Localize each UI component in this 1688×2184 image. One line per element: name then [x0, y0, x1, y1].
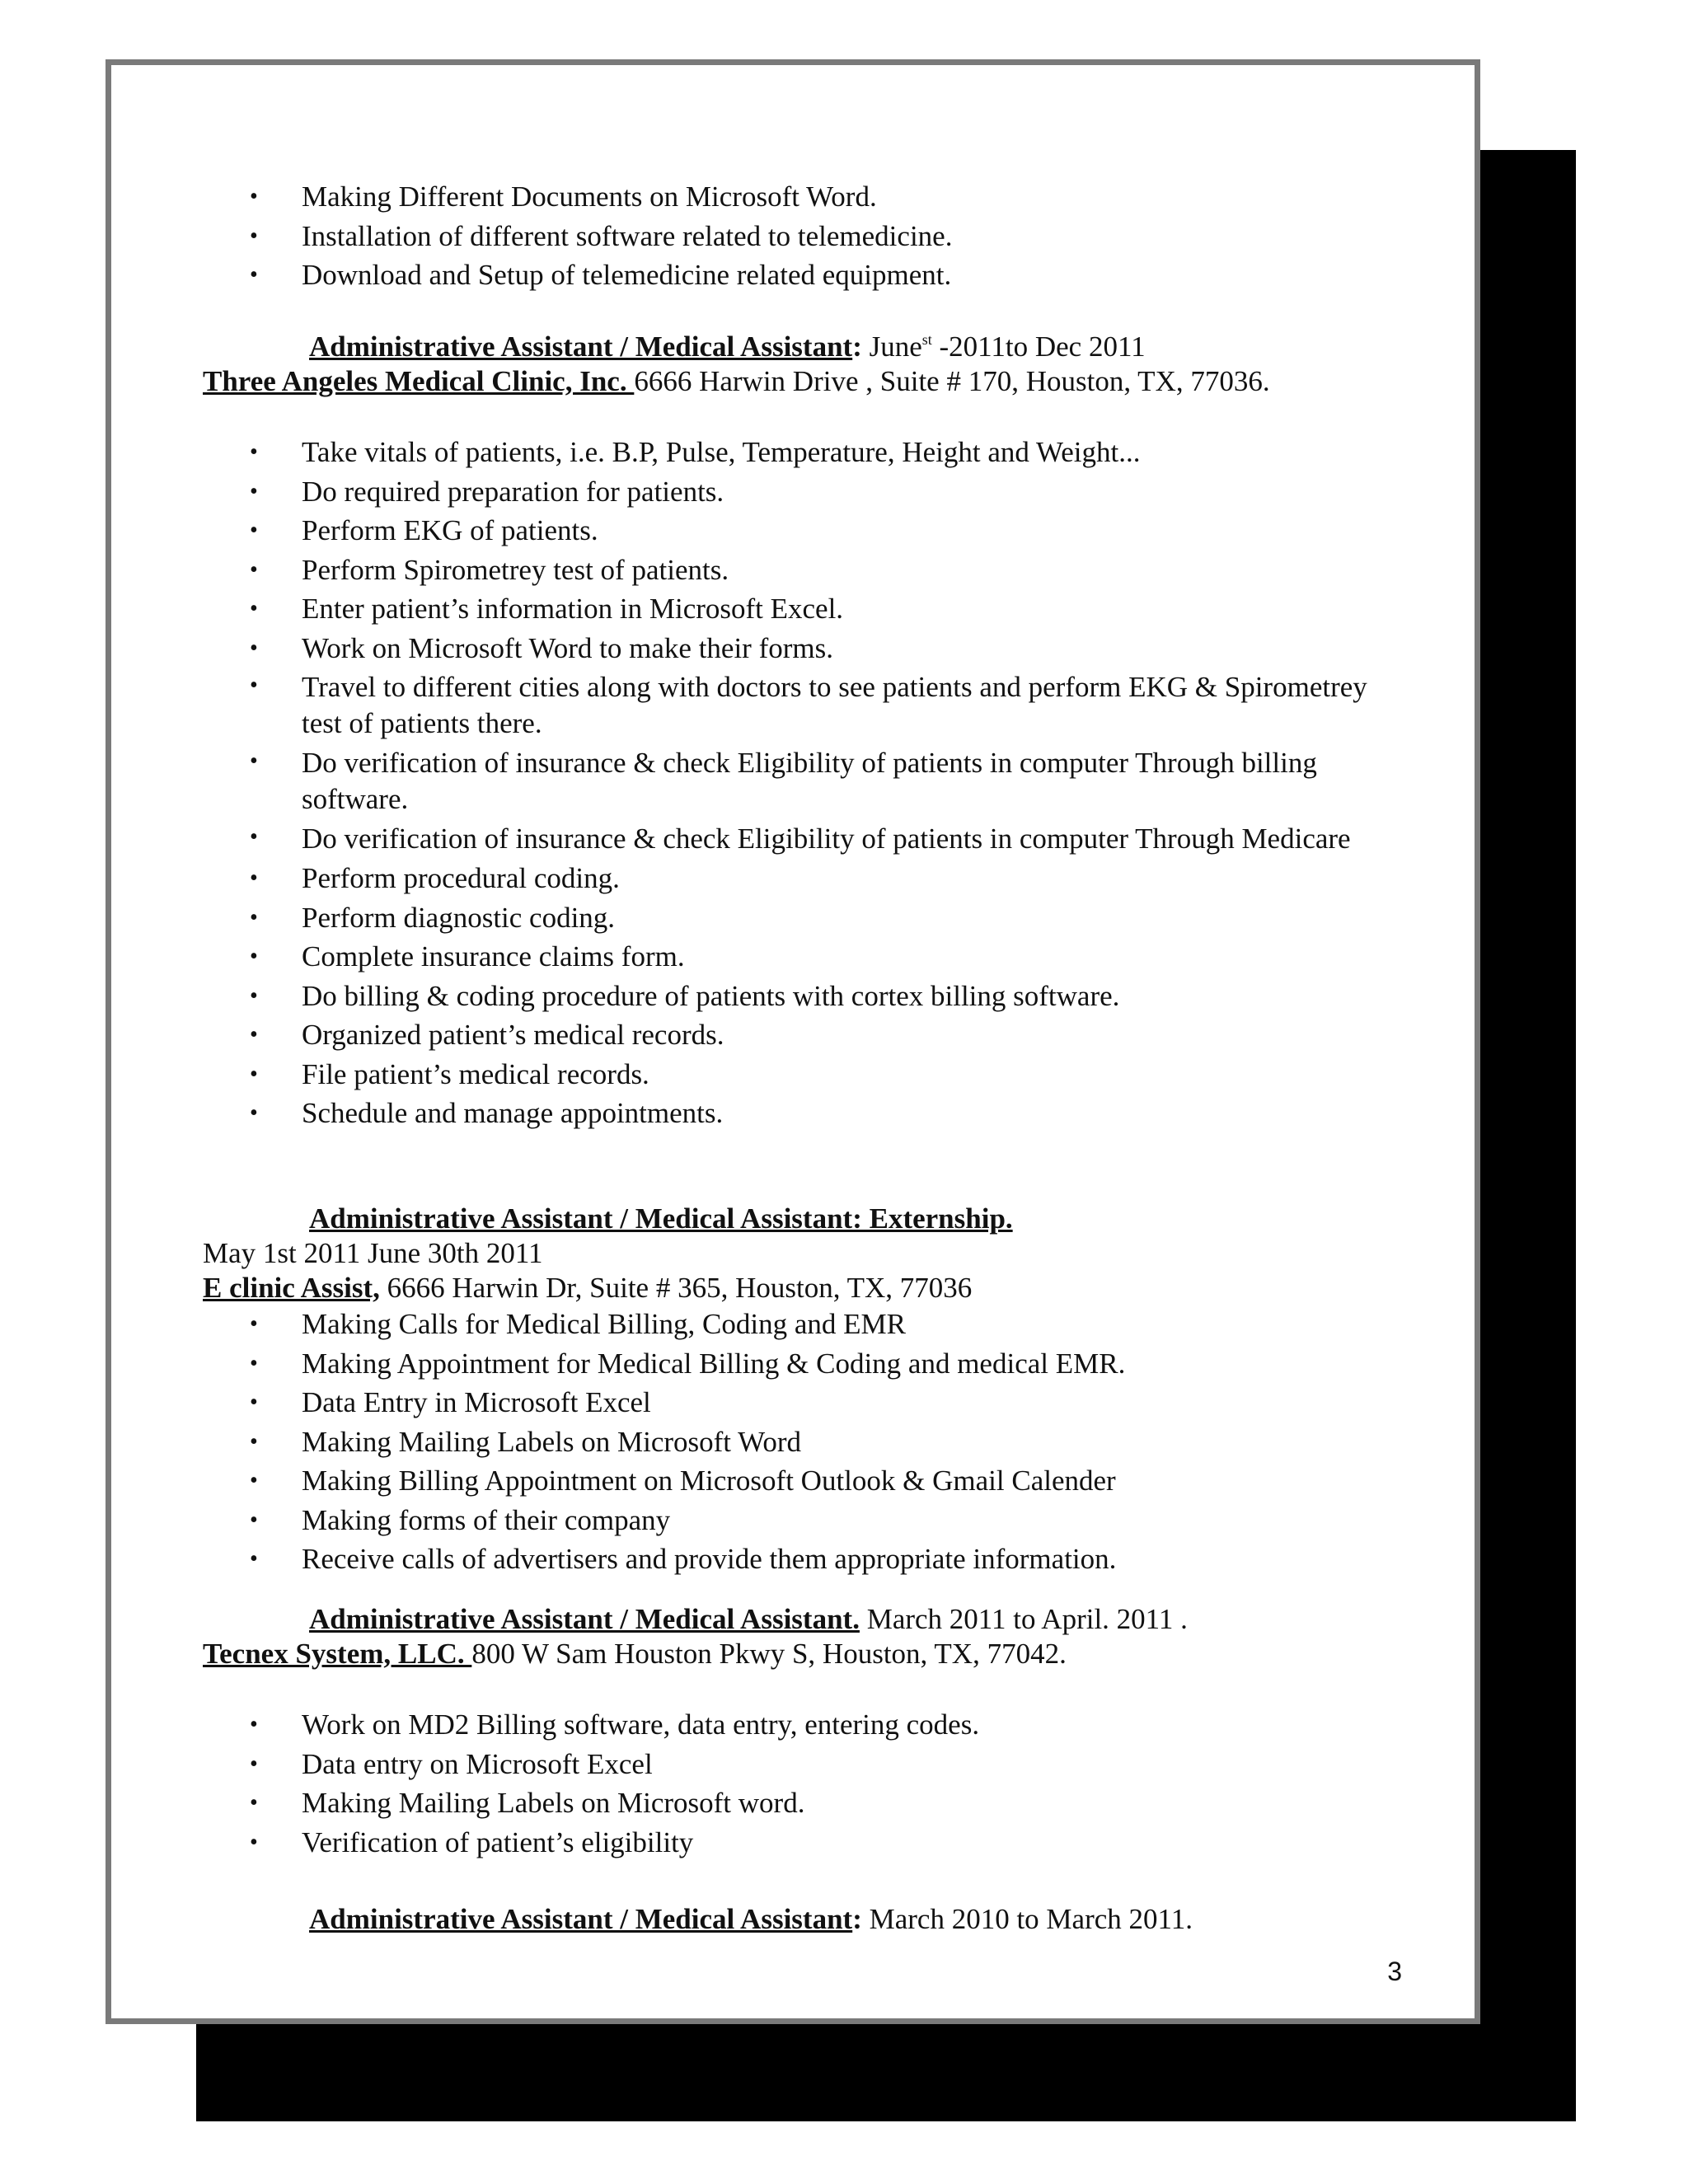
bullet-icon: •	[250, 223, 258, 249]
list-item	[111, 433, 1475, 472]
company-address: 6666 Harwin Drive , Suite # 170, Houston, TX, 77036.	[634, 365, 1270, 397]
list-item	[111, 668, 1475, 743]
job-dates-e-clinic: May 1st 2011 June 30th 2011	[203, 1237, 543, 1269]
list-item-text: Making Different Documents on Microsoft Word.	[302, 180, 877, 213]
list-item	[111, 1823, 1475, 1863]
bullet-list-tecnex	[111, 1705, 1475, 1862]
bullet-list-e-clinic	[111, 1305, 1475, 1579]
list-item	[111, 511, 1475, 551]
list-item-text: Making Calls for Medical Billing, Coding and EMR	[302, 1308, 907, 1340]
job-date-superscript: st	[921, 331, 932, 348]
bullet-icon: •	[250, 1100, 258, 1126]
job-title: Administrative Assistant / Medical Assistant: Externship.	[309, 1202, 1013, 1235]
list-item-text: Take vitals of patients, i.e. B.P, Pulse, Temperature, Height and Weight...	[302, 436, 1141, 468]
list-item-text: Enter patient’s information in Microsoft Excel.	[302, 593, 844, 625]
list-item-text: Download and Setup of telemedicine related equipment.	[302, 259, 952, 291]
job-title-colon: :	[852, 1903, 862, 1935]
list-item-text: Data entry on Microsoft Excel	[302, 1747, 653, 1780]
company-address: 800 W Sam Houston Pkwy S, Houston, TX, 77042.	[471, 1638, 1067, 1670]
list-item	[111, 1422, 1475, 1462]
bullet-icon: •	[250, 556, 258, 583]
list-item-text: Do billing & coding procedure of patients with cortex billing software.	[302, 979, 1120, 1012]
list-item-text: Complete insurance claims form.	[302, 940, 685, 972]
job-title: Administrative Assistant / Medical Assistant.	[309, 1603, 860, 1635]
list-item-text: Work on Microsoft Word to make their forms.	[302, 631, 833, 664]
job-heading-2010	[111, 1900, 1672, 1939]
list-item-text: Do verification of insurance & check Eligibility of patients in computer Through billing software.	[302, 747, 1317, 815]
company-name: Tecnex System, LLC.	[203, 1638, 472, 1670]
bullet-icon: •	[250, 865, 258, 891]
list-item	[111, 551, 1475, 590]
bullet-icon: •	[250, 1428, 258, 1455]
list-item	[111, 1094, 1475, 1133]
bullet-icon: •	[250, 439, 258, 465]
company-line-tecnex	[111, 1634, 1566, 1674]
list-item	[111, 743, 1475, 819]
list-item	[111, 1305, 1475, 1344]
bullet-icon: •	[250, 1546, 258, 1572]
job-title: Administrative Assistant / Medical Assistant	[309, 330, 853, 363]
list-item-text: Perform procedural coding.	[302, 862, 620, 894]
bullet-icon: •	[250, 184, 258, 209]
bullet-icon: •	[250, 1061, 258, 1087]
list-item	[111, 1705, 1475, 1745]
list-item	[111, 977, 1475, 1016]
list-item	[111, 629, 1475, 668]
job-date-start: June	[861, 330, 922, 363]
job-title-colon: :	[852, 330, 862, 363]
list-item	[111, 898, 1475, 938]
list-item	[111, 859, 1475, 898]
list-item-text: Installation of different software related to telemedicine.	[302, 219, 953, 252]
company-line-three-angeles	[111, 362, 1566, 401]
job-heading-tecnex	[111, 1600, 1672, 1639]
page-content	[111, 65, 1475, 2018]
list-item-text: Perform diagnostic coding.	[302, 901, 616, 934]
job-dates: March 2010 to March 2011.	[861, 1903, 1193, 1935]
bullet-icon: •	[250, 904, 258, 930]
list-item-text: Making Billing Appointment on Microsoft Outlook & Gmail Calender	[302, 1465, 1116, 1497]
list-item-text: Making Appointment for Medical Billing & Coding and medical EMR.	[302, 1347, 1126, 1380]
list-item-text: Do verification of insurance & check Eligibility of patients in computer Through Medicare	[302, 823, 1351, 855]
bullet-icon: •	[250, 824, 258, 850]
list-item-text: Verification of patient’s eligibility	[302, 1825, 694, 1858]
list-item	[111, 1540, 1475, 1579]
bullet-icon: •	[250, 1790, 258, 1816]
page-number: 3	[1387, 1957, 1402, 1986]
list-item-text: Schedule and manage appointments.	[302, 1097, 724, 1129]
company-line-e-clinic	[111, 1268, 1566, 1308]
list-item-text: Data Entry in Microsoft Excel	[302, 1386, 651, 1418]
bullet-list-telemedicine	[111, 177, 1475, 295]
list-item-text: Making forms of their company	[302, 1503, 671, 1536]
bullet-icon: •	[250, 478, 258, 504]
job-heading-three-angeles	[111, 327, 1672, 367]
bullet-icon: •	[250, 1829, 258, 1855]
list-item-text: Perform Spirometrey test of patients.	[302, 553, 729, 586]
list-item	[111, 1344, 1475, 1384]
list-item	[111, 217, 1475, 256]
list-item-text: Travel to different cities along with doctors to see patients and perform EKG & Spirometrey test of patients there.	[302, 671, 1367, 739]
bullet-icon: •	[250, 748, 258, 774]
list-item-text: Organized patient’s medical records.	[302, 1019, 724, 1051]
bullet-icon: •	[250, 1350, 258, 1376]
list-item	[111, 589, 1475, 629]
list-item	[111, 1783, 1475, 1823]
document-page	[106, 59, 1480, 2024]
bullet-icon: •	[250, 1468, 258, 1493]
company-name: Three Angeles Medical Clinic, Inc.	[203, 365, 635, 397]
bullet-icon: •	[250, 1390, 258, 1415]
bullet-list-three-angeles	[111, 433, 1475, 1133]
company-name: E clinic Assist,	[203, 1272, 380, 1304]
list-item	[111, 1055, 1475, 1094]
company-address: 6666 Harwin Dr, Suite # 365, Houston, TX, 77036	[379, 1272, 973, 1304]
list-item-text: Do required preparation for patients.	[302, 475, 724, 508]
list-item	[111, 472, 1475, 512]
list-item	[111, 937, 1475, 977]
bullet-icon: •	[250, 596, 258, 621]
bullet-icon: •	[250, 1712, 258, 1737]
list-item-text: Perform EKG of patients.	[302, 514, 598, 546]
bullet-icon: •	[250, 1311, 258, 1337]
list-item-text: File patient’s medical records.	[302, 1057, 649, 1090]
bullet-icon: •	[250, 262, 258, 288]
job-title: Administrative Assistant / Medical Assistant	[309, 1903, 853, 1935]
list-item	[111, 1745, 1475, 1784]
list-item	[111, 177, 1475, 217]
list-item-text: Receive calls of advertisers and provide them appropriate information.	[302, 1543, 1117, 1575]
job-heading-e-clinic	[111, 1199, 1672, 1239]
list-item	[111, 1501, 1475, 1540]
job-date-end: -2011to Dec 2011	[931, 330, 1146, 363]
bullet-icon: •	[250, 944, 258, 969]
list-item-text: Making Mailing Labels on Microsoft Word	[302, 1425, 802, 1458]
bullet-icon: •	[250, 982, 258, 1009]
job-dates: March 2011 to April. 2011 .	[859, 1603, 1188, 1635]
bullet-icon: •	[250, 1750, 258, 1777]
list-item	[111, 1383, 1475, 1422]
list-item	[111, 819, 1475, 859]
list-item	[111, 1015, 1475, 1055]
list-item-text: Making Mailing Labels on Microsoft word.	[302, 1787, 805, 1819]
bullet-icon: •	[250, 518, 258, 543]
list-item-text: Work on MD2 Billing software, data entry, entering codes.	[302, 1708, 980, 1741]
bullet-icon: •	[250, 673, 258, 698]
list-item	[111, 1461, 1475, 1501]
bullet-icon: •	[250, 1022, 258, 1047]
bullet-icon: •	[250, 635, 258, 661]
bullet-icon: •	[250, 1507, 258, 1533]
list-item	[111, 255, 1475, 295]
